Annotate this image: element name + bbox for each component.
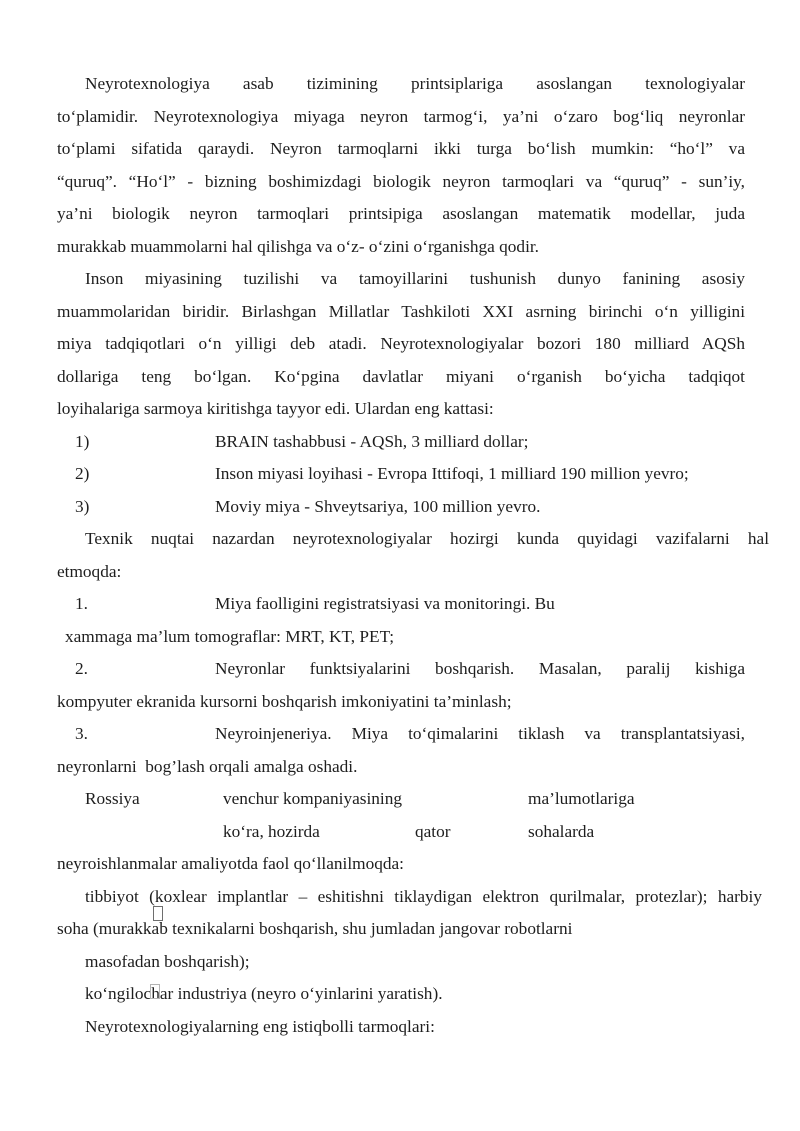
list2-text-3b: neyronlarni bog’lash orqali amalga oshadi.	[57, 756, 358, 776]
list-item	[57, 458, 745, 491]
p3-line1: Texnik nuqtai nazardan neyrotexnologiyalar hozirgi kunda quyidagi vazifalarni hal	[85, 529, 769, 548]
p1-line2: to‘plamidir. Neyrotexnologiya miyaga neyron tarmog‘i, ya’ni o‘zaro bog‘liq neyronlar	[57, 106, 745, 126]
list2-num-3: 3.	[75, 724, 88, 743]
list2-num-1: 1.	[75, 594, 88, 613]
list2-text-1a: Miya faolligini registratsiyasi va monitoringi. Bu	[215, 594, 555, 613]
rossiya-l1-seg1: Rossiya	[85, 789, 140, 808]
document-content	[57, 68, 769, 1043]
missing-glyph-box-icon	[153, 906, 163, 921]
p2-line5: loyihalariga sarmoya kiritishga tayyor edi. Ulardan eng kattasi:	[57, 399, 494, 418]
p2-line1: Inson miyasining tuzilishi va tamoyillarini tushunish dunyo fanining asosiy	[85, 269, 745, 288]
p5-line3: masofadan boshqarish);	[85, 951, 250, 971]
list1-text-2: Inson miyasi loyihasi - Evropa Ittifoqi, 1 milliard 190 million yevro;	[215, 464, 689, 483]
list-item	[57, 426, 745, 459]
list1-text-1: BRAIN tashabbusi - AQSh, 3 milliard dollar;	[215, 431, 529, 451]
p1-line1: Neyrotexnologiya asab tizimining printsiplariga asoslangan texnologiyalar	[85, 74, 745, 93]
list-item	[57, 653, 745, 686]
list2-text-3a: Neyroinjeneriya. Miya to‘qimalarini tiklash va transplantatsiyasi,	[215, 724, 745, 743]
p5-line2: soha (murakkab texnikalarni boshqarish, shu jumladan jangovar robotlarni	[57, 919, 573, 938]
rossiya-line2	[57, 816, 745, 849]
list1-num-1: 1)	[75, 431, 90, 451]
list-item	[57, 718, 745, 751]
rossiya-l1-seg3: ma’lumotlariga	[528, 789, 635, 808]
p2-line4: dollariga teng bo‘lgan. Ko‘pgina davlatlar miyani o‘rganish bo‘yicha tadqiqot	[57, 366, 745, 386]
list2-text-2b: kompyuter ekranida kursorni boshqarish imkoniyatini ta’minlash;	[57, 691, 512, 711]
rossiya-l1-seg2: venchur kompaniyasining	[223, 789, 403, 808]
rossiya-l2-seg1: ko‘ra,	[223, 821, 264, 841]
rossiya-line1	[57, 783, 745, 816]
list-item	[57, 588, 745, 621]
rossiya-l2-seg2: hozirda	[268, 821, 320, 841]
p1-line4: “quruq”. “Ho‘l” - bizning boshimizdagi biologik neyron tarmoqlari va “quruq” - sun’iy,	[57, 171, 745, 191]
rossiya-line3: neyroishlanmalar amaliyotda faol qo‘llanilmoqda:	[57, 854, 404, 873]
p1-line5: ya’ni biologik neyron tarmoqlari printsipiga asoslangan matematik modellar, juda	[57, 204, 745, 223]
p1-line6: murakkab muammolarni hal qilishga va o‘z- o‘zini o‘rganishga qodir.	[57, 236, 539, 256]
p2-line3: miya tadqiqotlari o‘n yilligi deb atadi. Neyrotexnologiyalar bozori 180 milliard AQSh	[57, 334, 745, 353]
p5-line1: tibbiyot (koxlear implantlar – eshitishni tiklaydigan elektron qurilmalar, protezlar); harbiy	[85, 886, 762, 906]
rossiya-l2-seg3: qator	[415, 821, 451, 841]
list2-num-2: 2.	[75, 659, 88, 678]
p5-line5: Neyrotexnologiyalarning eng istiqbolli tarmoqlari:	[85, 1016, 435, 1036]
p1-line3: to‘plami sifatida qaraydi. Neyron tarmoqlarni ikki turga bo‘lish mumkin: “ho‘l” va	[57, 139, 745, 158]
list1-num-3: 3)	[75, 496, 90, 516]
rossiya-l2-seg4: sohalarda	[528, 821, 595, 841]
list2-text-2a: Neyronlar funktsiyalarini boshqarish. Masalan, paralij kishiga	[215, 659, 745, 678]
missing-glyph-box-icon	[150, 984, 160, 999]
list1-text-3: Moviy miya - Shveytsariya, 100 million yevro.	[215, 496, 541, 516]
p3-line2: etmoqda:	[57, 561, 122, 581]
p2-line2: muammolaridan biridir. Birlashgan Millatlar Tashkiloti XXI asrning birinchi o‘n yilligini	[57, 301, 745, 321]
list-item	[57, 491, 745, 524]
p5-line4: ko‘ngilochar industriya (neyro o‘yinlarini yaratish).	[85, 984, 443, 1003]
list2-text-1b: xammaga ma’lum tomograflar: MRT, KT, PET;	[65, 626, 394, 646]
list1-num-2: 2)	[75, 464, 90, 483]
